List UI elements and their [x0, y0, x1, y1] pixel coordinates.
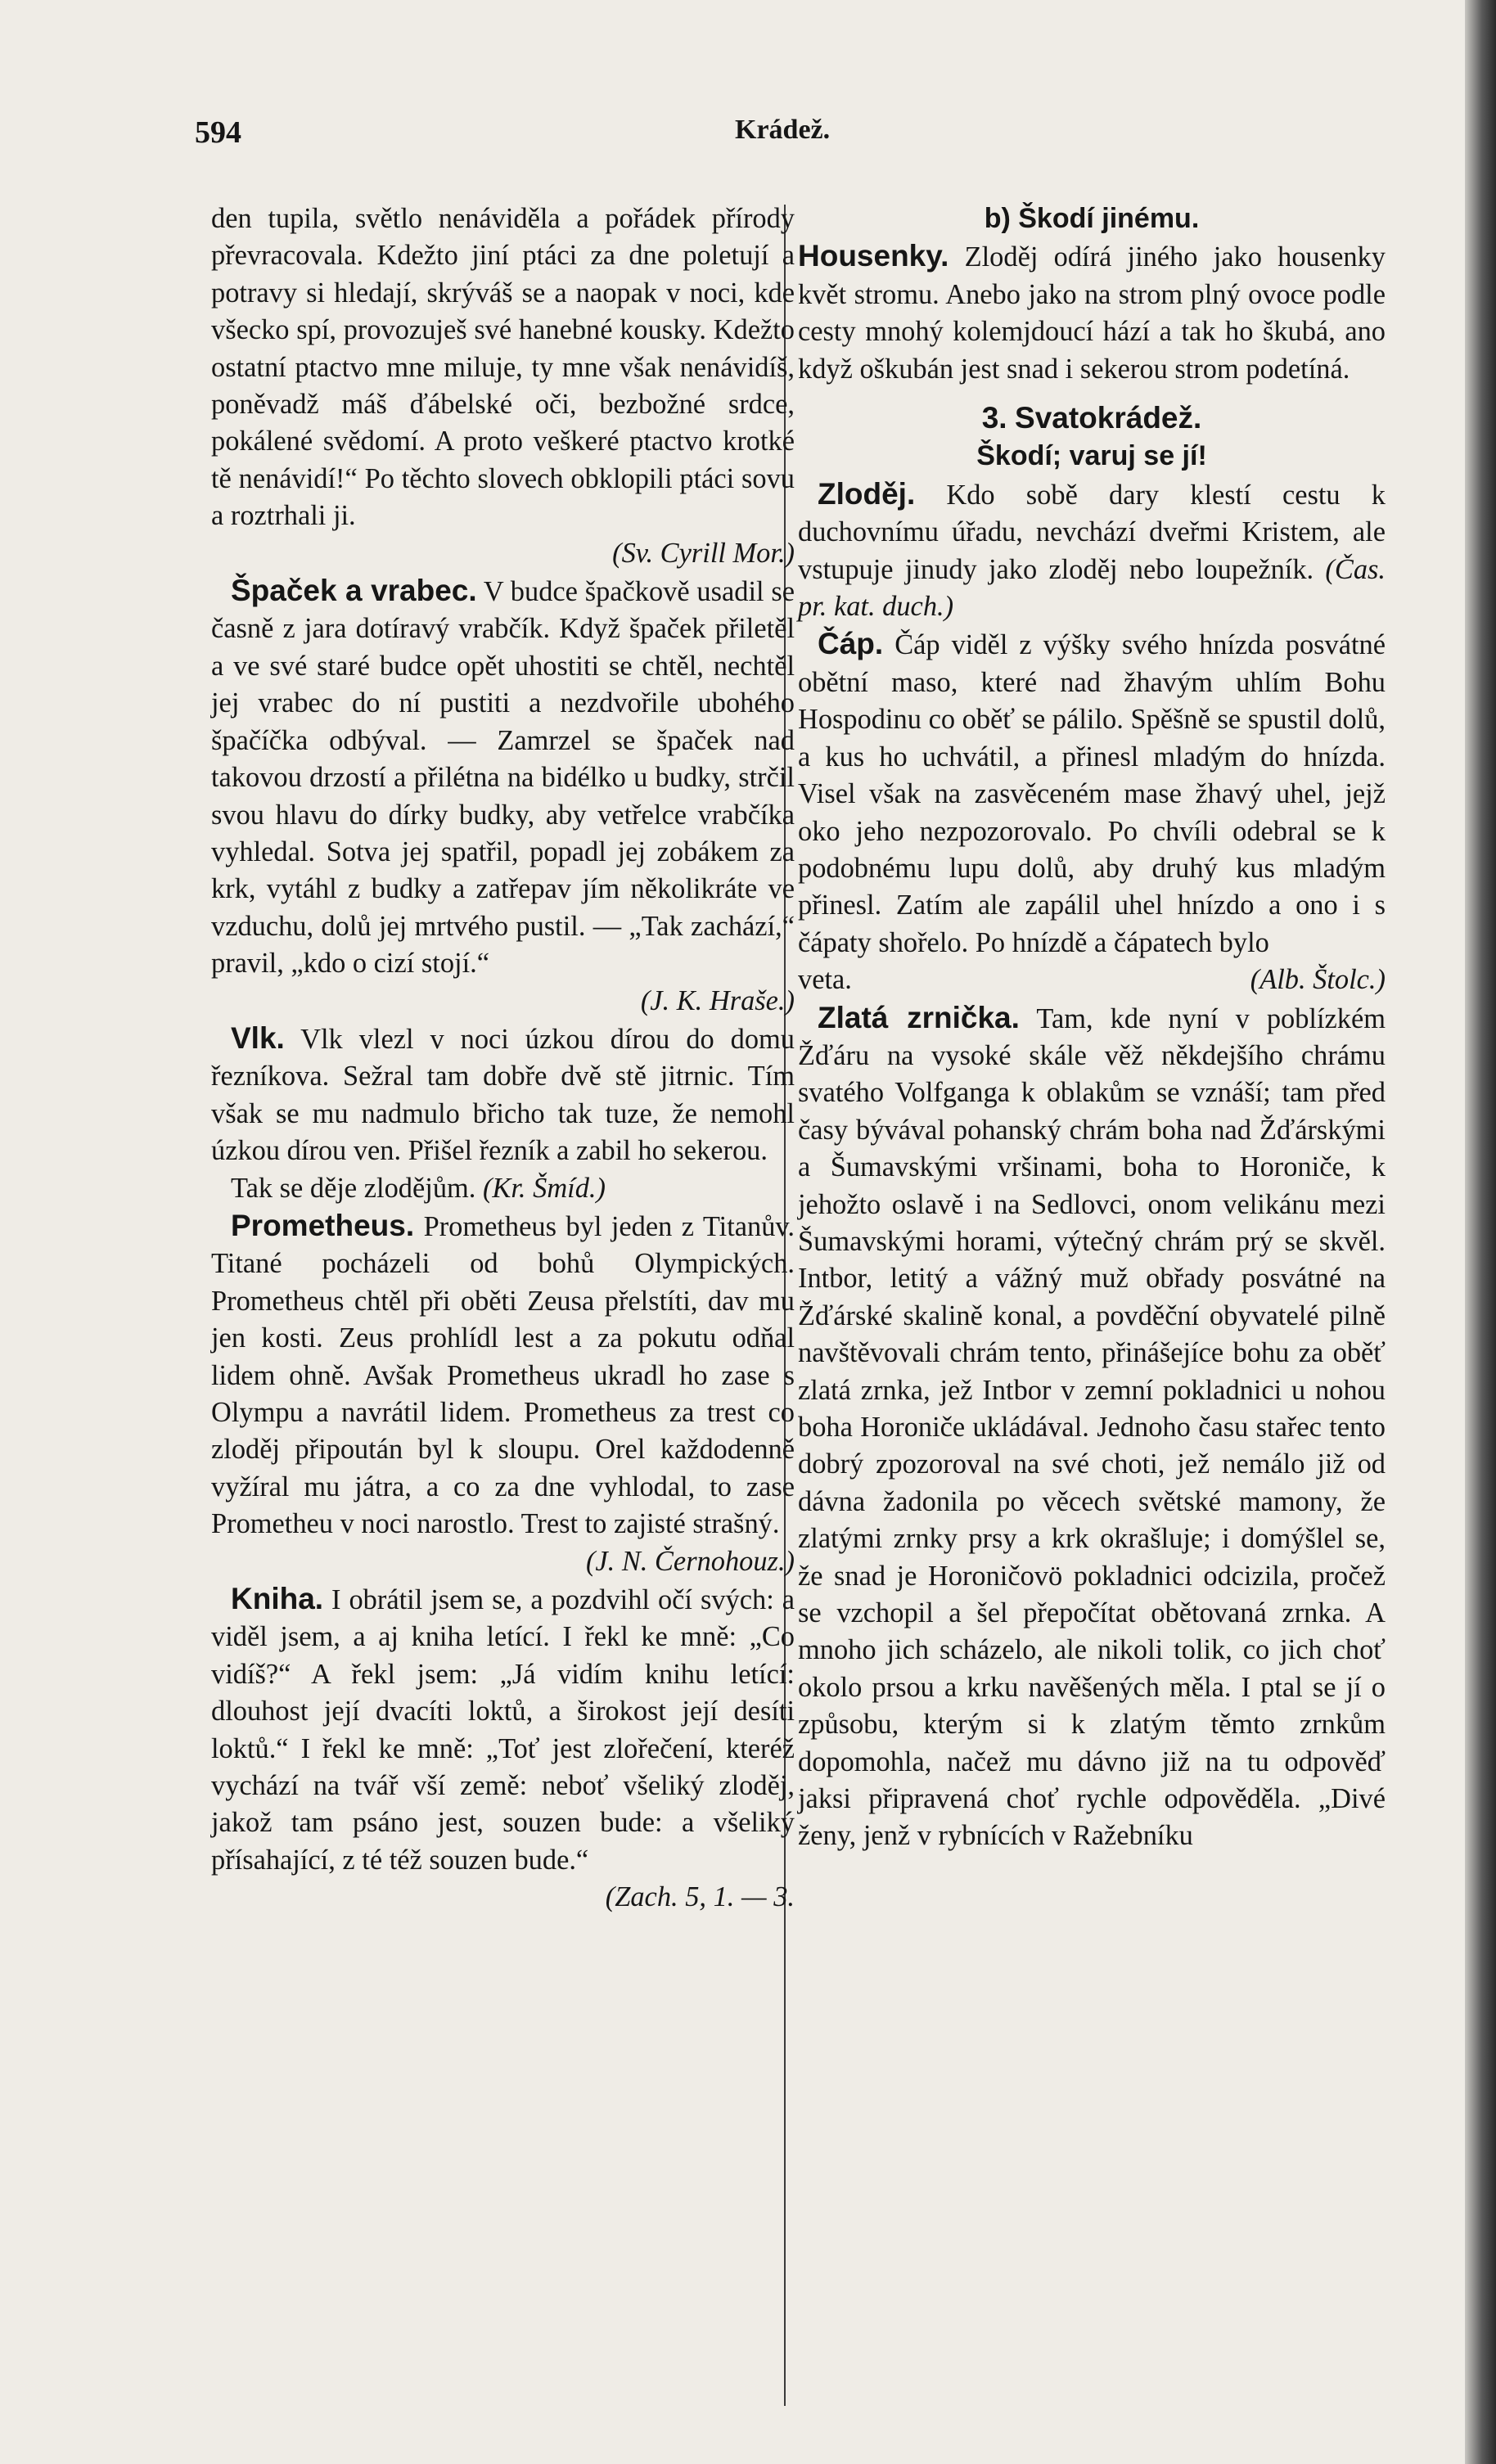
source-prometheus: (J. N. Černohouz.) — [585, 1545, 795, 1577]
page-number: 594 — [195, 115, 241, 150]
section-heading-b: b) Škodí jinému. — [984, 203, 1200, 234]
cap-attribution-line — [798, 962, 1386, 998]
entry-cap — [798, 625, 1386, 962]
section-heading-3 — [798, 399, 1386, 438]
entry-title-cap: Čáp. — [818, 627, 884, 661]
left-column — [211, 200, 795, 1917]
entry-title-housenky: Housenky. — [798, 239, 949, 273]
source-sova: (Sv. Cyrill Mor.) — [612, 537, 795, 569]
section-title: Svatokrádež. — [1015, 401, 1202, 435]
entry-title-spacek: Špaček a vrabec. — [231, 574, 477, 608]
paragraph-sova: den tupila, světlo nenáviděla a pořádek přírody převracovala. Kdežto jiní ptáci za dne poletují a potravy si hledají, skrýváš se a naopak v noci, kde všecko spí, provozuješ své hanebné kousky. Kdežto ostatní ptactvo mne miluje, ty mne však nenávidíš, poněvadž máš ďábelské oči, bezbožné srdce, pokálené svědomí. A proto veškeré ptactvo krotké tě nenávidí!“ Po těchto slovech obklopili ptáci sovu a roztrhali ji. — [211, 203, 795, 532]
entry-kniha — [211, 1580, 795, 1879]
entry-text-cap: Čáp viděl z výšky svého hnízda posvátné obětní maso, které nad žhavým uhlím Bohu Hospodinu co oběť se pálilo. Spěšně se spustil dolů, a kus ho uchvátil, a přinesl mladým do hnízda. Visel však na zasvěceném mase žhavý uhel, jejž oko jeho nezpozorovalo. Po chvíli odebral se k podobnému lupu dolů, aby druhý kus mladým přinesl. Zatím ale zapálil uhel hnízdo a ono i s čápaty shořelo. Po hnízdě a čápatech bylo — [798, 629, 1386, 958]
entry-text-zlodej: Kdo sobě dary klestí cestu k duchovnímu úřadu, nevchází dveřmi Kristem, ale vstupuje jinudy jako zloděj nebo loupežník. — [798, 479, 1386, 585]
page-header — [195, 115, 1393, 164]
entry-zrnicka — [798, 999, 1386, 1855]
entry-prometheus — [211, 1207, 795, 1543]
entry-text-spacek: V budce špačkově usadil se časně z jara dotíravý vrabčík. Když špaček přiletěl a ve své staré budce opět uhostiti se chtěl, nechtěl jej vrabec do ní pustiti a nezdvořile ubohého špačíčka odbýval. — Zamrzel se špaček nad takovou drzostí a přilétna na bidélko u budky, strčil svou hlavu do dírky budky, aby vetřelce vrabčíka vyhledal. Sotva jej spatřil, popadl jej zobákem za krk, vytáhl z budky a zatřepav jím několikráte ve vzduchu, dolů jej mrtvého pustil. — „Tak zachází,“ pravil, „kdo o cizí stojí.“ — [211, 576, 795, 980]
section-subheading: Škodí; varuj se jí! — [976, 440, 1207, 472]
entry-title-zlodej: Zloděj. — [818, 476, 916, 511]
entry-zlodej — [798, 475, 1386, 626]
source-cap: (Alb. Štolc.) — [1250, 964, 1386, 996]
entry-spacek — [211, 572, 795, 982]
section-number: 3. — [981, 401, 1007, 435]
entry-text-zrnicka: Tam, kde nyní v poblízkém Žďáru na vysoké skále věž někdejšího chrámu svatého Volfganga k oblakům se vznáší; tam před časy bývával pohanský chrám boha nad Žďárskými a Šumavskými vršinami, boha to Horoniče, k jehožto oslavě i na Sedlovci, onom velikánu mezi Šumavskými horami, výtečný chrám prý se skvěl. Intbor, letitý a vážný muž obřady posvátné na Žďárské skalině konal, a povděční obyvatelé pilně navštěvovali chrám tento, přinášejíce bohu za oběť zlatá zrnka, jež Intbor v zemní pokladnici u nohou boha Horoniče ukládával. Jednoho času stařec tento dobrý zpozoroval na své choti, jež nemálo již od dávna žadonila po věcech světské mamony, že zlatými zrnky prsy a krk okrašluje; i domýšlel se, že snad je Horoničovö pokladnici odcizila, pročež se vzchopil a šel přepočítat obětovaná zrnka. A mnoho jich scházelo, ale nikoli tolik, co jich choť okolo prsou a krku navěšených měla. I ptal se jí o způsobu, kterým si k zlatým těmto zrnkům dopomohla, načež mu dávno již na tu odpověď jaksi připravená choť rychle odpověděla. „Divé ženy, jenž v rybnících v Ražebníku — [798, 1002, 1386, 1852]
running-title: Krádež. — [735, 115, 831, 145]
entry-title-kniha: Kniha. — [231, 1582, 324, 1616]
entry-text-kniha: I obrátil jsem se, a pozdvihl očí svých: a viděl jsem, a aj kniha letící. I řekl ke mně: „Co vidíš?“ A řekl jsem: „Já vidím knihu letící: dlouhost její dvacíti loktů, a širokost její desíti loktů.“ I řekl ke mně: „Toť jest zlořečení, kteréž vychází na tvář vší země: neboť všeliký zloděj, jakož tam psáno jest, souzen bude: a všeliký přísahající, z té též souzen bude.“ — [211, 1584, 795, 1876]
entry-text-prometheus: Prometheus byl jeden z Titanův. Titané pocházeli od bohů Olympických. Prometheus chtěl při oběti Zeusa přelstíti, dav mu jen kosti. Zeus prohlídl lest a za pokutu odňal lidem ohně. Avšak Prometheus ukradl ho zase s Olympu a navrátil lidem. Prometheus za trest co zloděj připoután byl k sloupu. Orel každodenně vyžíral mu játra, a co za dne vyhlodal, to zase Prometheu v noci narostlo. Trest to zajisté strašný. — [211, 1210, 795, 1540]
source-spacek: (J. K. Hraše.) — [640, 984, 795, 1016]
entry-title-vlk: Vlk. — [231, 1020, 285, 1055]
source-zlodej: (Čas. pr. kat. duch.) — [798, 553, 1386, 623]
right-column — [798, 200, 1386, 1855]
entry-text-housenky: Zloděj odírá jiného jako housenky květ stromu. Anebo jako na strom plný ovoce podle cesty mnohý kolemjdoucí hází a tak ho škubá, ano když oškubán jest snad i sekerou strom podetíná. — [798, 241, 1386, 385]
vlk-tail-text: Tak se děje zlodějům. — [231, 1172, 476, 1204]
entry-housenky — [798, 237, 1386, 388]
entry-title-prometheus: Prometheus. — [231, 1208, 415, 1242]
scan-edge-shadow — [1465, 0, 1496, 2464]
entry-vlk-tail — [211, 1170, 795, 1207]
cap-last-word: veta. — [798, 964, 852, 996]
entry-title-zrnicka: Zlatá zrnička. — [818, 1000, 1020, 1034]
source-vlk: (Kr. Šmíd.) — [482, 1172, 606, 1204]
source-kniha: (Zach. 5, 1. — 3. — [605, 1881, 795, 1913]
entry-vlk — [211, 1020, 795, 1170]
entry-text-vlk: Vlk vlezl v noci úzkou dírou do domu řezníkova. Sežral tam dobře dvě stě jitrnic. Tím však se mu nadmulo břicho tak tuze, že nemohl úzkou dírou ven. Přišel řezník a zabil ho sekerou. — [211, 1023, 795, 1167]
